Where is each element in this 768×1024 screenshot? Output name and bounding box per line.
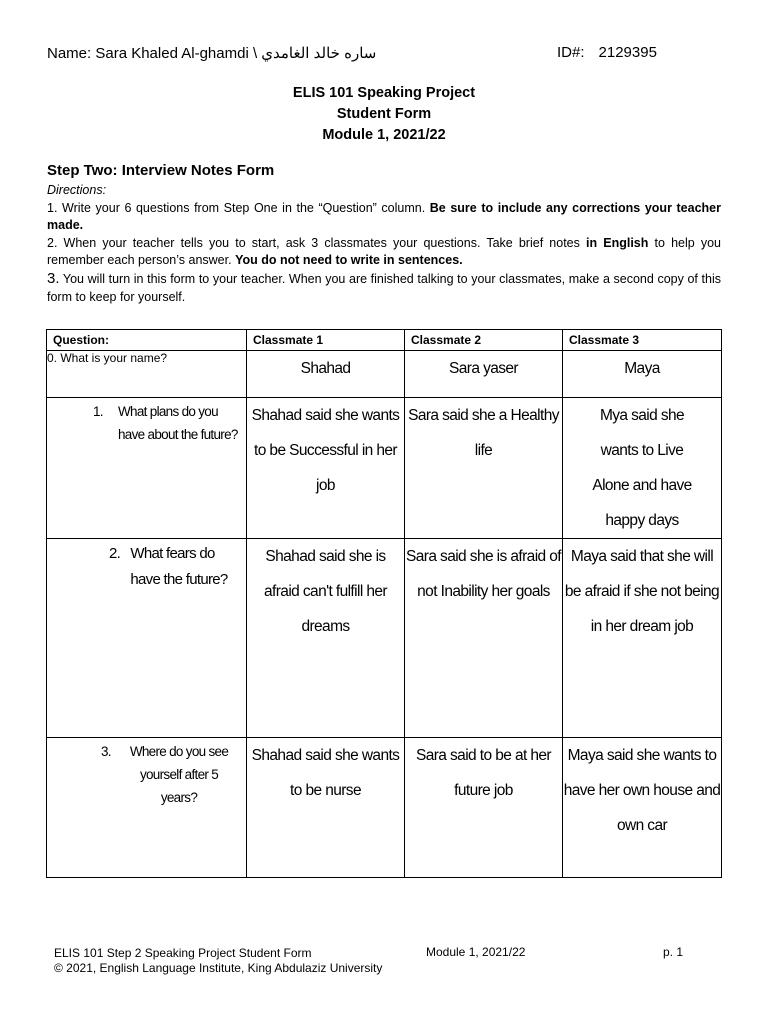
directions — [47, 182, 721, 306]
title-line-1: ELIS 101 Speaking Project — [292, 85, 476, 101]
question-text: Where do you see yourself after 5 years? — [129, 744, 229, 805]
answer-cell: Sara said she is afraid of not Inability her goals — [405, 539, 563, 738]
answer-cell: Sara said to be at her future job — [405, 738, 563, 878]
step-title: Step Two: Interview Notes Form — [47, 162, 275, 179]
id-value: 2129395 — [598, 44, 657, 61]
answer-cell: Mya said she wants to Live Alone and have happy days — [563, 398, 722, 539]
answer-cell: Sara said she a Healthy life — [405, 398, 563, 539]
question-text: What fears do have the future? — [130, 545, 228, 588]
header-classmate-2: Classmate 2 — [405, 330, 563, 351]
answer-cell: Shahad said she wants to be nurse — [247, 738, 405, 878]
answer-cell: Shahad — [247, 351, 405, 398]
question-cell — [47, 738, 247, 878]
table-row — [47, 398, 722, 539]
footer-copyright: © 2021, English Language Institute, King Abdulaziz University — [54, 961, 383, 975]
interview-notes-table — [46, 329, 722, 878]
document-title — [0, 83, 768, 146]
student-id — [557, 44, 657, 61]
question-text: What plans do you have about the future? — [118, 404, 238, 442]
footer-form-title: ELIS 101 Step 2 Speaking Project Student Form — [54, 946, 312, 960]
answer-cell: Shahad said she wants to be Successful in her job — [247, 398, 405, 539]
answer-cell: Sara yaser — [405, 351, 563, 398]
direction-item-3: 3. You will turn in this form to your teacher. When you are finished talking to your classmates, make a second copy of this form to keep for yourself. — [47, 269, 721, 304]
footer-module: Module 1, 2021/22 — [426, 945, 526, 959]
title-line-3: Module 1, 2021/22 — [322, 127, 446, 143]
direction-item-2: 2. When your teacher tells you to start, ask 3 classmates your questions. Take brief notes in English to help you remember each person’s answer. You do not need to write in sentences. — [47, 235, 721, 268]
student-name: Name: Sara Khaled Al-ghamdi \ ساره خالد الغامدي — [47, 45, 377, 62]
footer-page-number: p. 1 — [663, 945, 684, 959]
header-question: Question: — [47, 330, 247, 351]
table-row — [47, 738, 722, 878]
directions-label: Directions: — [47, 183, 107, 197]
answer-cell: Maya said she wants to have her own house and own car — [563, 738, 722, 878]
title-line-2: Student Form — [336, 106, 432, 122]
id-label: ID#: — [557, 44, 585, 61]
answer-cell: Shahad said she is afraid can't fulfill her dreams — [247, 539, 405, 738]
header-classmate-1: Classmate 1 — [247, 330, 405, 351]
direction-item-1: 1. Write your 6 questions from Step One in the “Question” column. Be sure to include any corrections your teacher made. — [47, 200, 721, 233]
header-classmate-3: Classmate 3 — [563, 330, 722, 351]
question-cell — [47, 398, 247, 539]
table-row — [47, 351, 722, 398]
question-number: 2. — [109, 545, 121, 562]
answer-cell: Maya said that she will be afraid if she not being in her dream job — [563, 539, 722, 738]
answer-cell: Maya — [563, 351, 722, 398]
question-number: 3. — [101, 744, 111, 759]
table-header-row — [47, 330, 722, 351]
question-cell — [47, 539, 247, 738]
question-number: 1. — [93, 404, 103, 419]
table-row — [47, 539, 722, 738]
question-cell: 0. What is your name? — [47, 351, 247, 398]
